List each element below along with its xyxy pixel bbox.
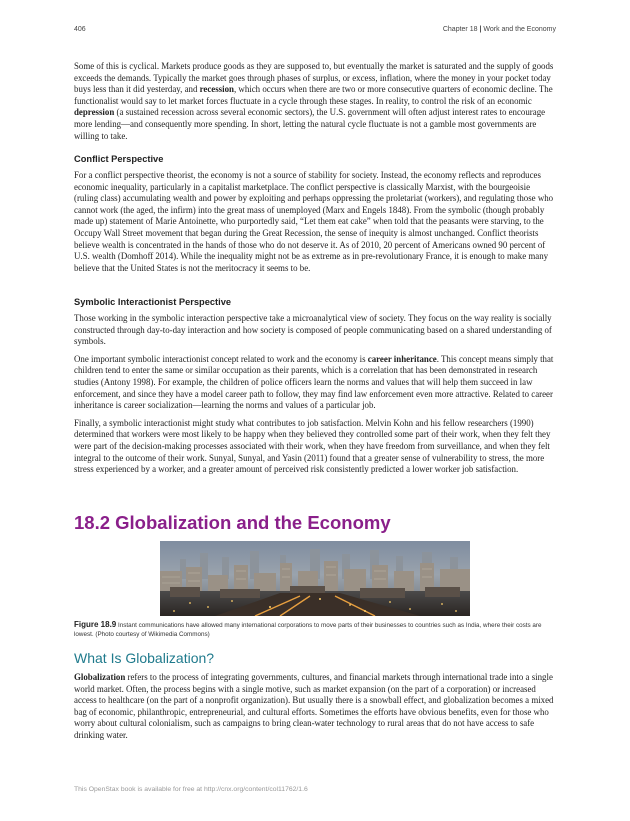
intro-text-3: (a sustained recession across several economic sectors), the U.S. government will often adjust interest rates to encourage more lending—and consequently more spending. In short, letting the natural cycle fluctuate is not a gamble most governments are willing to take. [74, 107, 546, 141]
symbolic-paragraph-1: Those working in the symbolic interaction perspective take a microanalytical view of society. They focus on the way reality is socially constructed through day-to-day interaction and how society is composed of people communicating based on a shared understanding of symbols. [74, 313, 552, 347]
globalization-paragraph [74, 672, 556, 742]
conflict-section [74, 170, 556, 280]
page-footer: This OpenStax book is available for free at http://cnx.org/content/col11762/1.6 [74, 786, 308, 793]
subsection-title: What Is Globalization? [74, 650, 215, 666]
section-title: 18.2 Globalization and the Economy [74, 512, 391, 533]
term-globalization: Globalization [74, 672, 126, 682]
figure-label: Figure 18.9 [74, 620, 117, 629]
figure-caption [74, 621, 556, 639]
globalization-text: refers to the process of integrating governments, cultures, and financial markets through international trade into a single world market. Often, the process begins with a single motive, such as market expansion (on the part of a corporation) or increased access to healthcare (on the part of a nonprofit organization). But usually there is a snowball effect, and globalization becomes a mixed bag of economic, philanthropic, entrepreneurial, and cultural efforts. Sometimes the efforts have obvious benefits, even for those who worry about cultural colonialism, such as campaigns to bring clean-water technology to rural areas that do not have access to safe drinking water. [74, 672, 554, 740]
term-depression: depression [74, 107, 115, 118]
symbolic-paragraph-3: Finally, a symbolic interactionist might study what contributes to job satisfaction. Melvin Kohn and his fellow researchers (1990) determined that workers were most likely to be happy when they believed they controlled some part of their work, when they felt they were part of the decision-making processes associated with their work, when they have freedom from surveillance, and when they felt integral to the outcome of their work. Sunyal, Sunyal, and Yasin (2011) found that a greater sense of vulnerability to stress, the more stress experienced by a worker, and a greater amount of perceived risk consistently predicted a lower worker job satisfaction. [74, 417, 551, 475]
chapter-title: Work and the Economy [483, 26, 556, 33]
conflict-heading: Conflict Perspective [74, 154, 164, 164]
city-skyline-photo [160, 541, 470, 616]
chapter-label: Chapter 18 [442, 26, 478, 33]
conflict-paragraph: For a conflict perspective theorist, the economy is not a source of stability for society. Instead, the economy reflects and reproduces economic inequality, particularly in a capitalist marketplace. The conflict perspective is classically Marxist, with the bourgeoisie (ruling class) accumulating wealth and power by exploiting and perhaps oppressing the proletariat (workers), and regulating those who cannot work (the aged, the infirm) into the great mass of unemployed (Marx and Engels 1848). From the symbolic (though probably made up) statement of Marie Antoinette, who purportedly said, “Let them eat cake” when told that the peasants were starving, to the Occupy Wall Street movement that began during the Great Recession, the sense of inequity is almost unchanged. Conflict theorists believe wealth is concentrated in the hands of those who do not deserve it. As of 2010, 20 percent of Americans owned 90 percent of U.S. wealth (Domhoff 2014). While the inequality might not be as extreme as in pre-revolutionary France, it is enough to make many believe that the United States is not the meritocracy it seems to be. [74, 170, 554, 273]
globalization-section [74, 672, 556, 748]
intro-text-1: Some of this is cyclical. Markets produce goods as they are supposed to, but eventually the market is saturated and the supply of goods exceeds the demands. Typically the market goes through phases of surplus, or excess, inflation, where the money in your pocket today buys less than it did yesterday, and [74, 61, 554, 95]
term-recession: recession [199, 84, 234, 95]
symbolic-heading: Symbolic Interactionist Perspective [74, 297, 232, 307]
symbolic-p2-text-a: One important symbolic interactionist concept related to work and the economy is [74, 353, 368, 364]
symbolic-p2-text-b: . This concept means simply that children tend to enter the same or similar occupation as their parents, which is a correlation that has been demonstrated in research studies (Antony 1998). For example, the children of police officers learn the norms and values that will help them succeed in law enforcement, and since they have a model career path to follow, they may find law enforcement even more attractive. Related to career inheritance is career socialization—learning the norms and values of a particular job. [74, 353, 554, 411]
symbolic-section [74, 313, 556, 482]
figure-caption-text: Instant communications have allowed many international corporations to move parts of their businesses to countries such as India, where their costs are lowest. (Photo courtesy of Wikimedia Commons) [74, 622, 542, 638]
intro-text-2: , which occurs when there are two or more consecutive quarters of economic decline. The functionalist would say to let market forces fluctuate in a cycle through these stages. In reality, to control the risk of an economic [74, 84, 553, 106]
header-separator: | [477, 26, 484, 33]
running-header [443, 26, 556, 33]
term-career-inheritance: career inheritance [367, 353, 437, 364]
intro-paragraph [74, 61, 556, 148]
symbolic-paragraph-2 [74, 354, 556, 412]
page-number: 406 [74, 26, 86, 33]
